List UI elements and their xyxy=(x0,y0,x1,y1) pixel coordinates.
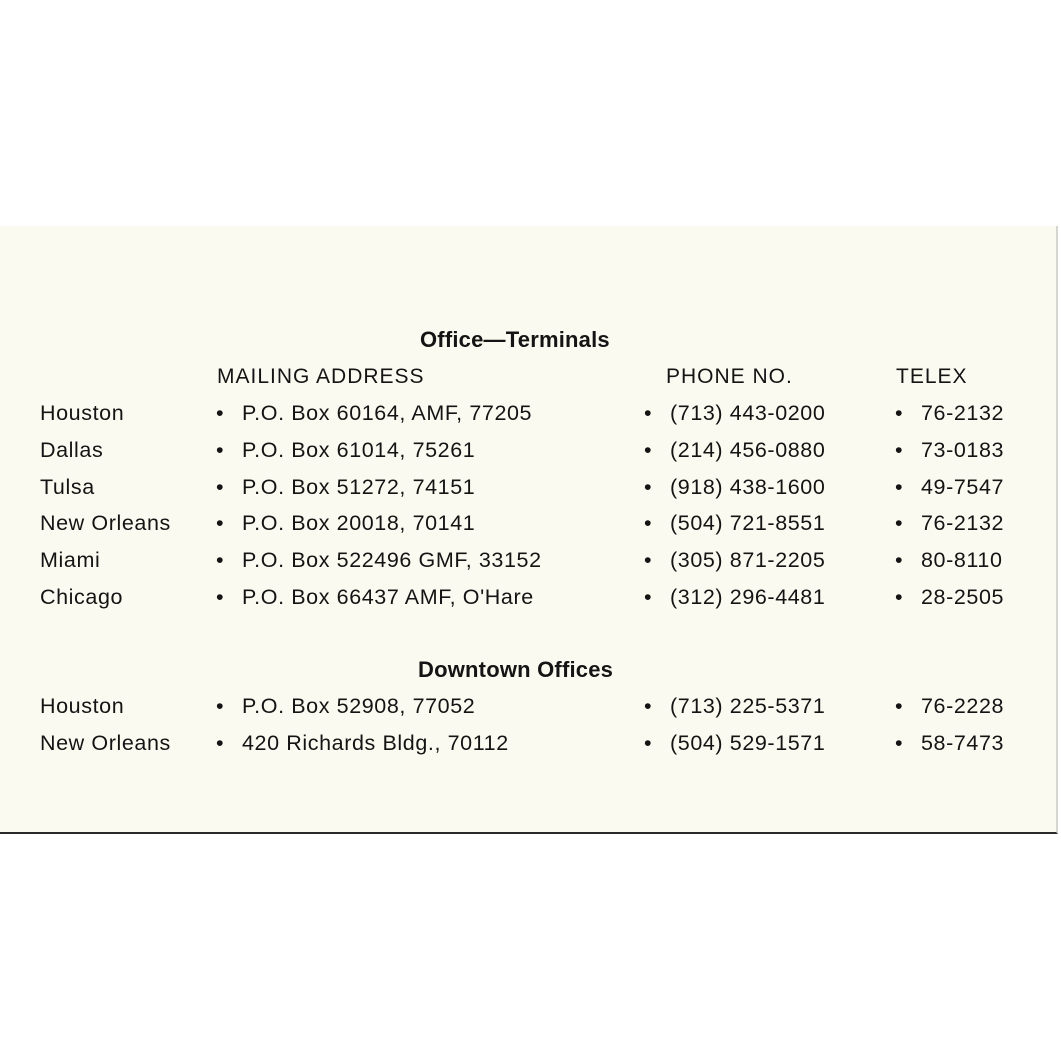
bullet-icon: • xyxy=(216,401,225,425)
terminal-row xyxy=(0,472,1058,502)
phone-text: (713) 443-0200 xyxy=(670,401,826,425)
bullet-icon: • xyxy=(895,475,904,499)
address-text: P.O. Box 51272, 74151 xyxy=(242,475,476,499)
city-name: New Orleans xyxy=(40,731,171,755)
phone-number xyxy=(644,508,825,538)
telex-text: 76-2132 xyxy=(921,511,1005,535)
telex-number xyxy=(895,398,1004,428)
address-text: P.O. Box 20018, 70141 xyxy=(242,511,476,535)
telex-text: 80-8110 xyxy=(921,548,1003,572)
phone-number xyxy=(644,728,825,758)
office-directory-card xyxy=(0,226,1058,834)
bullet-icon: • xyxy=(216,475,225,499)
bullet-icon: • xyxy=(895,511,904,535)
mailing-address-header: MAILING ADDRESS xyxy=(217,365,425,388)
mailing-address xyxy=(216,472,475,502)
terminal-row xyxy=(0,435,1058,465)
phone-text: (305) 871-2205 xyxy=(670,548,826,572)
bullet-icon: • xyxy=(216,731,225,755)
bullet-icon: • xyxy=(644,585,653,609)
bullet-icon: • xyxy=(644,548,653,572)
telex-text: 76-2228 xyxy=(921,694,1005,718)
city-name: Chicago xyxy=(40,585,124,609)
address-text: 420 Richards Bldg., 70112 xyxy=(242,731,509,755)
phone-number xyxy=(644,472,825,502)
phone-text: (504) 721-8551 xyxy=(670,511,826,535)
bullet-icon: • xyxy=(216,511,225,535)
city-name: Dallas xyxy=(40,438,104,462)
telex-number xyxy=(895,582,1004,612)
phone-text: (918) 438-1600 xyxy=(670,475,826,499)
bullet-icon: • xyxy=(895,694,904,718)
phone-text: (214) 456-0880 xyxy=(670,438,826,462)
address-text: P.O. Box 522496 GMF, 33152 xyxy=(242,548,542,572)
terminal-row xyxy=(0,545,1058,575)
telex-number xyxy=(895,472,1004,502)
mailing-address xyxy=(216,398,532,428)
telex-text: 58-7473 xyxy=(921,731,1005,755)
phone-number xyxy=(644,398,825,428)
phone-number xyxy=(644,435,825,465)
phone-text: (713) 225-5371 xyxy=(670,694,826,718)
phone-number xyxy=(644,582,825,612)
downtown-title: Downtown Offices xyxy=(418,657,614,682)
bullet-icon: • xyxy=(895,548,904,572)
bullet-icon: • xyxy=(895,438,904,462)
address-text: P.O. Box 61014, 75261 xyxy=(242,438,476,462)
address-text: P.O. Box 66437 AMF, O'Hare xyxy=(242,585,534,609)
mailing-address xyxy=(216,545,542,575)
mailing-address xyxy=(216,728,509,758)
bullet-icon: • xyxy=(216,694,225,718)
city-name: New Orleans xyxy=(40,511,171,535)
telex-number xyxy=(895,728,1004,758)
terminal-row xyxy=(0,508,1058,538)
address-text: P.O. Box 60164, AMF, 77205 xyxy=(242,401,533,425)
address-text: P.O. Box 52908, 77052 xyxy=(242,694,476,718)
phone-header: PHONE NO. xyxy=(666,365,793,388)
bullet-icon: • xyxy=(644,731,653,755)
bullet-icon: • xyxy=(895,401,904,425)
bullet-icon: • xyxy=(644,475,653,499)
phone-number xyxy=(644,691,825,721)
downtown-row xyxy=(0,728,1058,758)
telex-text: 73-0183 xyxy=(921,438,1005,462)
city-name: Tulsa xyxy=(40,475,95,499)
telex-number xyxy=(895,691,1004,721)
mailing-address xyxy=(216,435,475,465)
bullet-icon: • xyxy=(216,548,225,572)
phone-number xyxy=(644,545,825,575)
telex-number xyxy=(895,545,1003,575)
bullet-icon: • xyxy=(216,585,225,609)
telex-number xyxy=(895,435,1004,465)
mailing-address xyxy=(216,582,534,612)
telex-text: 49-7547 xyxy=(921,475,1005,499)
bullet-icon: • xyxy=(216,438,225,462)
terminal-row xyxy=(0,582,1058,612)
terminals-title: Office—Terminals xyxy=(420,327,610,352)
telex-number xyxy=(895,508,1004,538)
mailing-address xyxy=(216,691,475,721)
mailing-address xyxy=(216,508,475,538)
bullet-icon: • xyxy=(644,694,653,718)
bullet-icon: • xyxy=(644,438,653,462)
telex-text: 28-2505 xyxy=(921,585,1005,609)
telex-header: TELEX xyxy=(896,365,968,388)
city-name: Houston xyxy=(40,694,125,718)
terminal-row xyxy=(0,398,1058,428)
bullet-icon: • xyxy=(644,401,653,425)
bullet-icon: • xyxy=(644,511,653,535)
phone-text: (312) 296-4481 xyxy=(670,585,826,609)
city-name: Houston xyxy=(40,401,125,425)
downtown-row xyxy=(0,691,1058,721)
phone-text: (504) 529-1571 xyxy=(670,731,826,755)
city-name: Miami xyxy=(40,548,101,572)
bullet-icon: • xyxy=(895,585,904,609)
telex-text: 76-2132 xyxy=(921,401,1005,425)
bullet-icon: • xyxy=(895,731,904,755)
